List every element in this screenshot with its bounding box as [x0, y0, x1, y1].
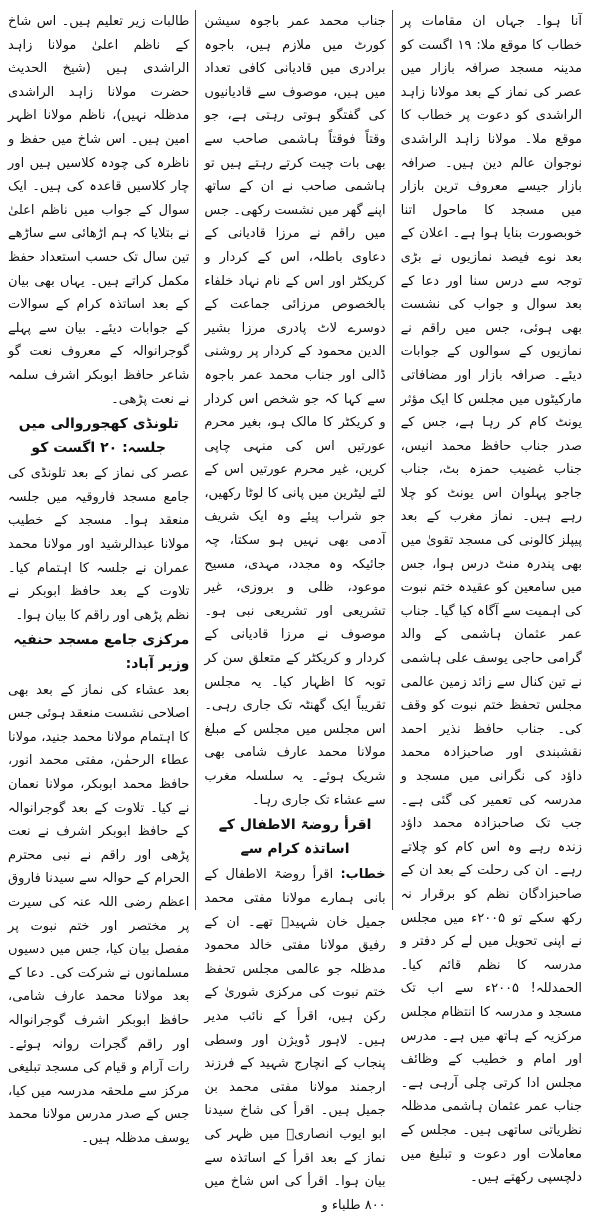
section-heading: اقرأ روضۃ الاطفال کے اساتذہ کرام سے: [218, 817, 372, 857]
paragraph: جناب محمد عمر باجوہ سیشن کورٹ میں ملازم ہیں، باجوہ برادری میں قادیانی کافی تعداد میں ہیں، موصوف سے قادیانیوں کی گفتگو ہوتی رہتی ہے، جو وقتاً فوقتاً ہاشمی صاحب سے بھی بات چیت کرتے رہتے ہیں تو ہاشمی صاحب نے ان کے ساتھ اپنے گھر میں نشست رکھی۔ جس میں راقم نے مرزا قادیانی کے دعاوی باطلہ، اس کے کردار و کریکٹر اور اس کے نام نہاد خلفاء بالخصوص مرزائی جماعت کے دوسرے لاٹ پادری مرزا بشیر الدین محمود کے کردار پر روشنی ڈالی اور جناب محمد عمر باجوہ سے کہا کہ جو شخص اس کردار و کریکٹر کا مالک ہو، بغیر محرم عورتیں اس کی منہی چاپی کریں، غیر محرم عورتیں اس کے لئے لیٹرین میں پانی کا لوٹا رکھیں، جو شراب پیئے وہ ایک شریف آدمی بھی نہیں ہو سکتا، چہ جائیکہ وہ مجدد، مہدی، مسیح موعود، ظلی و بروزی، غیر تشریعی اور تشریعی نبی ہو۔ موصوف نے مرزا قادیانی کے کردار و کریکٹر کے متعلق سن کر توبہ کا اظہار کیا۔ یہ مجلس تقریباً ایک گھنٹہ تک جاری رہی۔ اس مجلس میں مجلس کے مبلغ مولانا محمد عارف شامی بھی شریک ہوئے۔ یہ سلسلہ مغرب سے عشاء تک جاری رہا۔: [204, 14, 386, 808]
paragraph: بعد عشاء کی نماز کے بعد بھی اصلاحی نشست منعقد ہوئی جس کا اہتمام مولانا محمد جنید، مولانا عطاء الرحمٰن، مفتی محمد انور، حافظ محمد ابوبکر، مولانا نعمان نے کیا۔ تلاوت کے بعد گوجرانوالہ کے حافظ ابوبکر اشرف نے نعت پڑھی اور راقم نے نبی محترم الحرام کے حوالہ سے سیدنا فاروق اعظم رضی اللہ عنہ کی سیرت پر مختصر اور ختم نبوت پر مفصل بیان کیا، جس میں دسیوں مسلمانوں نے شرکت کی۔ دعا کے بعد مولانا محمد عارف شامی، حافظ ابوبکر اشرف گوجرانوالہ اور راقم گجرات روانہ ہوئے۔ رات آرام و قیام کی مسجد تبلیغی مرکز سے ملحقہ مدرسہ میں کیا، جس کے صدر مدرس مولانا محمد یوسف مدظلہ ہیں۔: [8, 682, 190, 1146]
paragraph: [204, 863, 385, 1217]
section-heading: تلونڈی کھجوروالی میں جلسہ: ۲۰ اگست کو: [18, 416, 179, 456]
paragraph: آنا ہوا۔ جہاں ان مقامات پر خطاب کا موقع ملا: ۱۹ اگست کو مدینہ مسجد صرافہ بازار میں عصر کی نماز کے بعد مولانا زاہد الراشدی کو دعوت پر خطاب کا موقع ملا۔ مولانا زاہد الراشدی نوجوان عالم دین ہیں۔ صرافہ بازار جیسے معروف ترین بازار میں مسجد کا ماحول اتنا خوبصورت بنایا ہوا ہے۔ اعلان کے بعد نوے فیصد نمازیوں نے بڑی توجہ سے درس سنا اور دعا کے بعد سوال و جواب کی نشست بھی ہوئی، جس میں راقم نے نمازیوں کے سوالوں کے جوابات دیئے۔ صرافہ بازار اور مضافاتی مارکیٹوں میں مجلس کا ایک مؤثر یونٹ کام کر رہا ہے، جس کے صدر جناب حافظ محمد انیس، جناب غضیب حمزہ بٹ، جناب جاجو پہلوان اس یونٹ کو چلا رہے ہیں۔ نماز مغرب کے بعد پیپلز کالونی کی مسجد تقویٰ میں بھی پندرہ منٹ درس ہوا، جس میں سامعین کو عقیدہ ختم نبوت کی اہمیت سے آگاہ کیا گیا۔ جناب عمر عثمان ہاشمی کے والد گرامی حاجی یوسف علی ہاشمی نے تین کنال سے زائد زمین عالمی مجلس تحفظ ختم نبوت کو وقف کی۔ جناب حافظ نذیر احمد نقشبندی اور صاحبزادہ محمد داؤد کی نگرانی میں مسجد و مدرسہ کی تعمیر کی گئی ہے۔ جب تک صاحبزادہ محمد داؤد زندہ رہے وہ اس کام کو چلاتے رہے۔ ان کی رحلت کے بعد ان کے صاحبزادگان نظم کو برقرار نہ رکھ سکے تو ۲۰۰۵ء میں مجلس نے اپنی تحویل میں لے کر دفتر و مدرسہ کا نظم قائم کیا۔ الحمدللہ! ۲۰۰۵ء سے اب تک مسجد و مدرسہ کا انتظام مجلس مرکزیہ کے ہاتھ میں ہے۔ مدرس اور امام و خطیب کے وظائف مجلس ادا کرتی چلی آرہی ہے۔ جناب عمر عثمان ہاشمی مدظلہ نظریاتی ساتھی ہیں۔ مجلس کے معاملات اور دعوت و تبلیغ میں دلچسپی رکھتے ہیں۔: [400, 14, 583, 1186]
column-right: [400, 10, 583, 1186]
paragraph: طالبات زیر تعلیم ہیں۔ اس شاخ کے ناظم اعلیٰ مولانا زاہد الراشدی ہیں (شیخ الحدیث حضرت مولانا زاہد الراشدی مدظلہ نہیں)، ناظم مولانا اظہر امین ہیں۔ اس شاخ میں حفظ و ناظرہ کی چودہ کلاسیں ہیں اور چار کلاسیں قاعدہ کی ہیں۔ ایک سوال کے جواب میں ناظم اعلیٰ نے بتلایا کہ ہم اڑھائی سے ساڑھے تین سال تک حسب استعداد حفظ مکمل کراتے ہیں۔ یہاں بھی بیان کے بعد اساتذہ کرام کے سوالات کے جوابات دیئے۔ بیان سے پہلے گوجرانوالہ کے معروف نعت گو شاعر حافظ ابوبکر اشرف سلمہ نے نعت پڑھی۔: [8, 14, 190, 407]
paragraph-text: اقرأ روضۃ الاطفال کے بانی ہمارے مولانا مفتی محمد جمیل خان شہیدؒ تھے۔ ان کے رفیق مولانا مفتی خالد محمود مدظلہ جو عالمی مجلس تحفظ ختم نبوت کی مرکزی شوریٰ کے رکن ہیں، اقرأ کے نائب مدیر ہیں۔ لاہور ڈویژن اور وسطی پنجاب کے انچارج شہید کے فرزند ارجمند مولانا مفتی محمد بن جمیل ہیں۔ اقرأ کی شاخ سیدنا ابو ایوب انصاریؓ میں ظہر کی نماز کے بعد اقرأ کے اساتذہ سے بیان ہوا۔ اقرأ کی اس شاخ میں ۸۰۰ طلباء و: [204, 867, 386, 1213]
paragraph: عصر کی نماز کے بعد تلونڈی کی جامع مسجد فاروقیہ میں جلسہ منعقد ہوا۔ مسجد کے خطیب مولانا عبدالرشید اور مولانا محمد عمران نے جلسہ کا اہتمام کیا۔ تلاوت کے بعد حافظ ابوبکر نے نظم پڑھی اور راقم کا بیان ہوا۔: [8, 466, 190, 623]
column-left: [8, 10, 196, 1146]
lead-in: خطاب:: [340, 867, 386, 883]
section-heading: مرکزی جامع مسجد حنفیہ وزیر آباد:: [13, 632, 190, 673]
column-middle: [204, 10, 392, 1213]
